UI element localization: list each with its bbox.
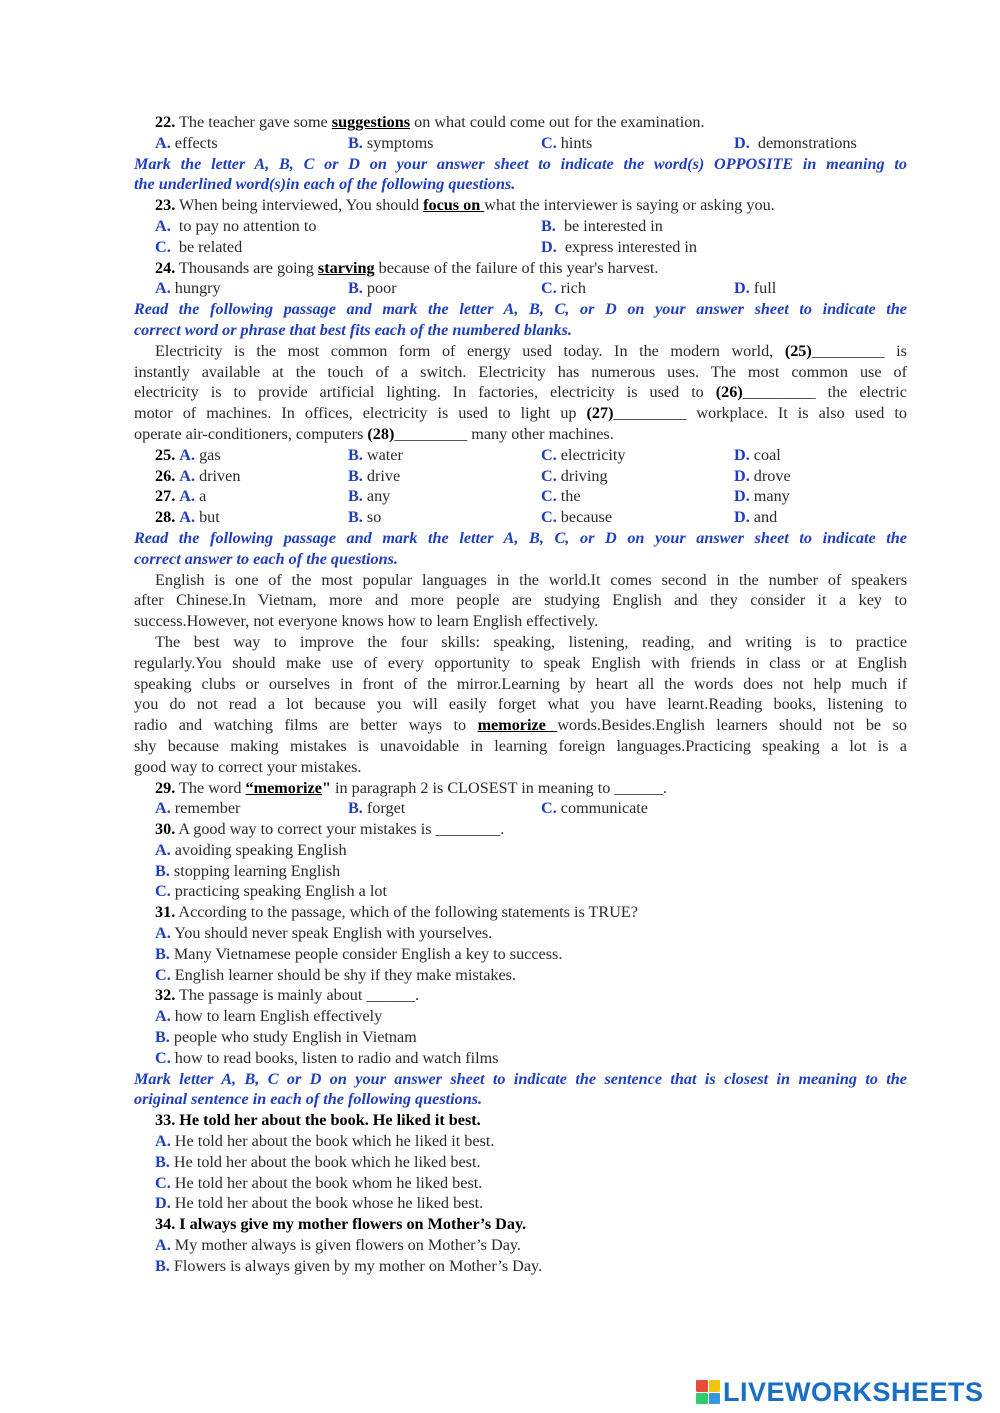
option-b[interactable]: B. stopping learning English: [155, 861, 341, 880]
question-23-options-row2: [134, 237, 907, 258]
instruction-passage-2-line2: correct answer to each of the questions.: [134, 549, 398, 568]
option-c[interactable]: C. communicate: [541, 799, 648, 818]
option-c[interactable]: C. electricity: [541, 445, 626, 464]
option-d[interactable]: D. demonstrations: [734, 133, 857, 152]
passage-2-line: radio and watching films are better ways to memorize words.Besides.English learners should not be so: [134, 716, 907, 735]
question-29: 29. The word “memorize" in paragraph 2 is CLOSEST in meaning to ______.: [155, 778, 667, 797]
passage-2-line: speaking clubs or ourselves in front of the mirror.Learning by heart all the words does not help much if: [134, 674, 907, 693]
option-b[interactable]: B. Many Vietnamese people consider English a key to success.: [155, 944, 563, 963]
option-a[interactable]: 28. A. but: [155, 508, 220, 527]
passage-2-line: after Chinese.In Vietnam, more and more people are studying English and they consider it a key to: [134, 591, 907, 610]
option-a[interactable]: A. He told her about the book which he liked it best.: [155, 1132, 495, 1151]
question-26-options: [134, 466, 907, 487]
instruction-closest-line2: original sentence in each of the following questions.: [134, 1090, 483, 1109]
option-d[interactable]: D. many: [734, 487, 790, 506]
option-d[interactable]: D. He told her about the book whose he liked best.: [155, 1194, 484, 1213]
option-c[interactable]: C. how to read books, listen to radio and watch films: [155, 1048, 499, 1067]
option-d[interactable]: D. drove: [734, 466, 791, 485]
passage-2-line: The best way to improve the four skills: speaking, listening, reading, and writing is to practice: [155, 632, 907, 651]
option-c[interactable]: C. be related: [155, 237, 243, 256]
passage-2-line: you do not read a lot because you will easily forget what you have learnt.Reading books, listening to: [134, 695, 907, 714]
option-a[interactable]: A. avoiding speaking English: [155, 840, 347, 859]
question-34: 34. I always give my mother flowers on Mother’s Day.: [155, 1215, 527, 1234]
passage-2-line: regularly.You should make use of every opportunity to speak English with friends in class or at English: [134, 653, 907, 672]
option-a[interactable]: 27. A. a: [155, 487, 207, 506]
option-b[interactable]: B. Flowers is always given by my mother on Mother’s Day.: [155, 1256, 543, 1275]
option-a[interactable]: 25. A. gas: [155, 445, 221, 464]
option-a[interactable]: A. effects: [155, 133, 218, 152]
option-c[interactable]: C. the: [541, 487, 581, 506]
question-24: 24. Thousands are going starving because of the failure of this year's harvest.: [155, 258, 659, 277]
option-b[interactable]: B. drive: [348, 466, 401, 485]
option-a[interactable]: A. You should never speak English with yourselves.: [155, 924, 493, 943]
option-d[interactable]: D. full: [734, 279, 777, 298]
instruction-passage-2: Read the following passage and mark the letter A, B, C, or D on your answer sheet to indicate the: [134, 528, 907, 547]
option-c[interactable]: C. practicing speaking English a lot: [155, 882, 387, 901]
question-23: 23. When being interviewed, You should focus on what the interviewer is saying or asking you.: [155, 196, 775, 215]
option-b[interactable]: B. poor: [348, 279, 397, 298]
option-d[interactable]: D. express interested in: [541, 237, 697, 256]
option-c[interactable]: C. He told her about the book whom he liked best.: [155, 1173, 483, 1192]
option-c[interactable]: C. rich: [541, 279, 586, 298]
passage-1-line: instantly available at the touch of a switch. Electricity has numerous uses. The most common use of: [134, 362, 907, 381]
question-29-options: [134, 798, 907, 819]
passage-1-line: operate air-conditioners, computers (28)_________ many other machines.: [134, 424, 614, 443]
option-d[interactable]: D. and: [734, 508, 778, 527]
option-d[interactable]: D. coal: [734, 445, 781, 464]
question-22: 22. The teacher gave some suggestions on what could come out for the examination.: [155, 113, 705, 131]
option-b[interactable]: B. be interested in: [541, 216, 663, 235]
passage-2-line: shy because making mistakes is unavoidable in learning foreign languages.Practicing speaking a lot is a: [134, 736, 907, 755]
instruction-passage-1-line2: correct word or phrase that best fits each of the numbered blanks.: [134, 320, 572, 339]
instruction-opposite-line2: the underlined word(s)in each of the following questions.: [134, 175, 516, 194]
question-24-options: [134, 278, 907, 299]
option-a[interactable]: A. My mother always is given flowers on Mother’s Day.: [155, 1236, 521, 1255]
option-b[interactable]: B. He told her about the book which he liked best.: [155, 1152, 481, 1171]
option-b[interactable]: B. symptoms: [348, 133, 434, 152]
liveworksheets-logo: [696, 1376, 984, 1408]
option-b[interactable]: B. water: [348, 445, 403, 464]
instruction-opposite: Mark the letter A, B, C or D on your answer sheet to indicate the word(s) OPPOSITE in meaning to: [134, 154, 907, 173]
option-b[interactable]: B. so: [348, 508, 382, 527]
question-30: 30. A good way to correct your mistakes is ________.: [155, 820, 505, 839]
question-31: 31. According to the passage, which of the following statements is TRUE?: [155, 903, 638, 922]
logo-text: LIVEWORKSHEETS: [723, 1376, 984, 1407]
passage-2-line: English is one of the most popular languages in the world.It comes second in the number of speakers: [155, 570, 907, 589]
option-b[interactable]: B. people who study English in Vietnam: [155, 1028, 417, 1047]
passage-2-line: good way to correct your mistakes.: [134, 757, 362, 776]
option-c[interactable]: C. because: [541, 508, 613, 527]
question-25-options: [134, 445, 907, 466]
question-27-options: [134, 486, 907, 507]
question-28-options: [134, 507, 907, 528]
option-c[interactable]: C. hints: [541, 133, 593, 152]
option-b[interactable]: B. forget: [348, 799, 406, 818]
option-b[interactable]: B. any: [348, 487, 391, 506]
question-23-options-row1: [134, 216, 907, 237]
worksheet-page: [134, 112, 907, 1277]
option-c[interactable]: C. English learner should be shy if they make mistakes.: [155, 965, 517, 984]
option-a[interactable]: A. how to learn English effectively: [155, 1007, 383, 1026]
question-32: 32. The passage is mainly about ______.: [155, 986, 420, 1005]
instruction-closest: Mark letter A, B, C or D on your answer sheet to indicate the sentence that is closest in meaning to the: [134, 1069, 907, 1088]
option-a[interactable]: A. remember: [155, 799, 241, 818]
logo-cube-icon: [696, 1380, 720, 1404]
option-c[interactable]: C. driving: [541, 466, 608, 485]
question-33: 33. He told her about the book. He liked it best.: [155, 1111, 481, 1130]
instruction-passage-1: Read the following passage and mark the letter A, B, C, or D on your answer sheet to indicate the: [134, 300, 907, 319]
option-a[interactable]: A. hungry: [155, 279, 221, 298]
option-a[interactable]: 26. A. driven: [155, 466, 241, 485]
passage-1-line: Electricity is the most common form of energy used today. In the modern world, (25)_________ is: [155, 341, 907, 360]
passage-1-line: motor of machines. In offices, electricity is used to light up (27)_________ workplace. It is also used to: [134, 404, 908, 423]
passage-2-line: success.However, not everyone knows how to learn English effectively.: [134, 612, 599, 631]
passage-1-line: electricity is to provide artificial lighting. In factories, electricity is used to (26)_________ the electric: [134, 383, 907, 402]
question-22-options: [134, 133, 907, 154]
option-a[interactable]: A. to pay no attention to: [155, 216, 317, 235]
